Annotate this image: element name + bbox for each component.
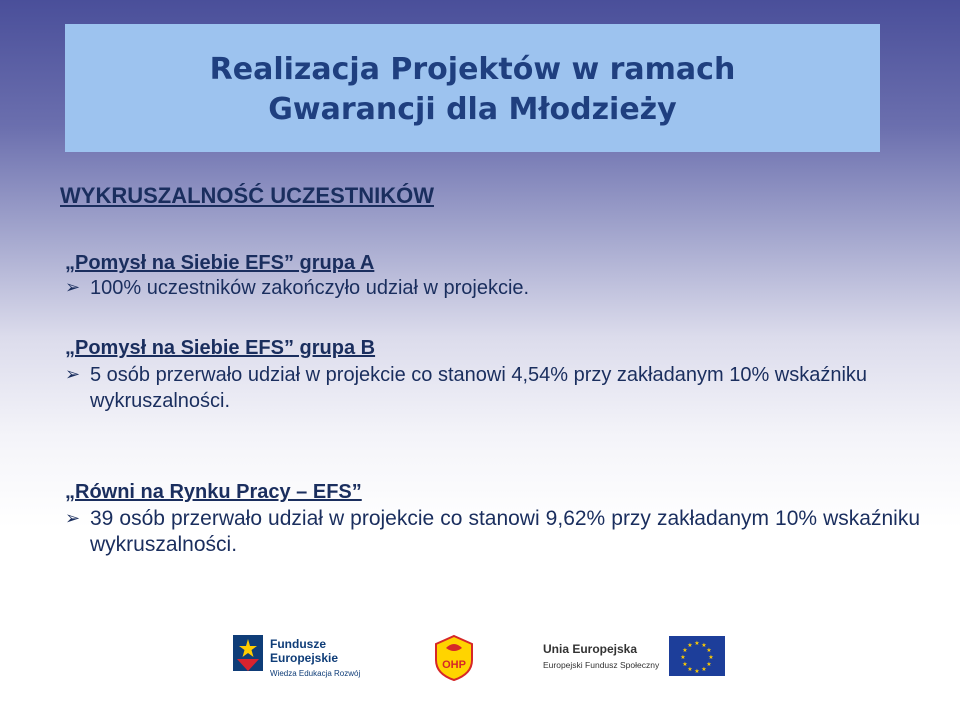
fe-line-1: Fundusze <box>270 637 326 651</box>
svg-text:★: ★ <box>706 647 712 654</box>
title-line-2: Gwarancji dla Młodzieży <box>268 92 677 127</box>
logo-bar <box>0 620 960 690</box>
ue-title: Unia Europejska <box>543 642 638 656</box>
list-item-text: 39 osób przerwało udział w projekcie co stanowi 9,62% przy zakładanym 10% wskaźniku wykruszalności. <box>90 507 920 556</box>
ohp-text: OHP <box>442 659 466 671</box>
svg-text:★: ★ <box>687 666 693 673</box>
ohp-logo <box>432 634 476 682</box>
svg-text:★: ★ <box>708 654 714 661</box>
arrow-bullet-icon: ➢ <box>65 364 81 385</box>
svg-text:★: ★ <box>694 668 700 675</box>
list-item <box>65 362 920 414</box>
project-block-a <box>65 252 920 301</box>
svg-text:★: ★ <box>687 642 693 649</box>
arrow-bullet-icon: ➢ <box>65 508 81 529</box>
eu-flag-icon <box>669 636 725 676</box>
fe-star-icon <box>233 635 263 671</box>
project-title: „Równi na Rynku Pracy – EFS” <box>65 481 362 503</box>
list-item-text: 100% uczestników zakończyło udział w projekcie. <box>90 277 530 299</box>
ue-subtitle: Europejski Fundusz Społeczny <box>543 660 660 670</box>
svg-text:★: ★ <box>694 640 700 647</box>
section-heading: WYKRUSZALNOŚĆ UCZESTNIKÓW <box>60 183 434 208</box>
title-banner <box>65 24 880 152</box>
svg-text:★: ★ <box>682 647 688 654</box>
project-title: „Pomysł na Siebie EFS” grupa A <box>65 252 375 274</box>
list-item-text: 5 osób przerwało udział w projekcie co stanowi 4,54% przy zakładanym 10% wskaźniku wykruszalności. <box>90 364 868 412</box>
svg-text:★: ★ <box>682 661 688 668</box>
list-item <box>65 275 920 301</box>
fe-subtitle: Wiedza Edukacja Rozwój <box>270 669 361 678</box>
project-title: „Pomysł na Siebie EFS” grupa B <box>65 337 376 359</box>
fe-line-2: Europejskie <box>270 651 339 665</box>
svg-text:★: ★ <box>701 642 707 649</box>
list-item <box>65 506 920 558</box>
svg-text:★: ★ <box>706 661 712 668</box>
project-block-b <box>65 337 920 414</box>
svg-text:★: ★ <box>701 666 707 673</box>
unia-europejska-logo <box>531 628 736 684</box>
fundusze-europejskie-logo <box>224 623 380 685</box>
project-block-c <box>65 481 920 558</box>
svg-text:★: ★ <box>680 654 686 661</box>
arrow-bullet-icon: ➢ <box>65 277 81 298</box>
fe-title <box>270 637 338 665</box>
title-line-1: Realizacja Projektów w ramach <box>209 52 736 87</box>
